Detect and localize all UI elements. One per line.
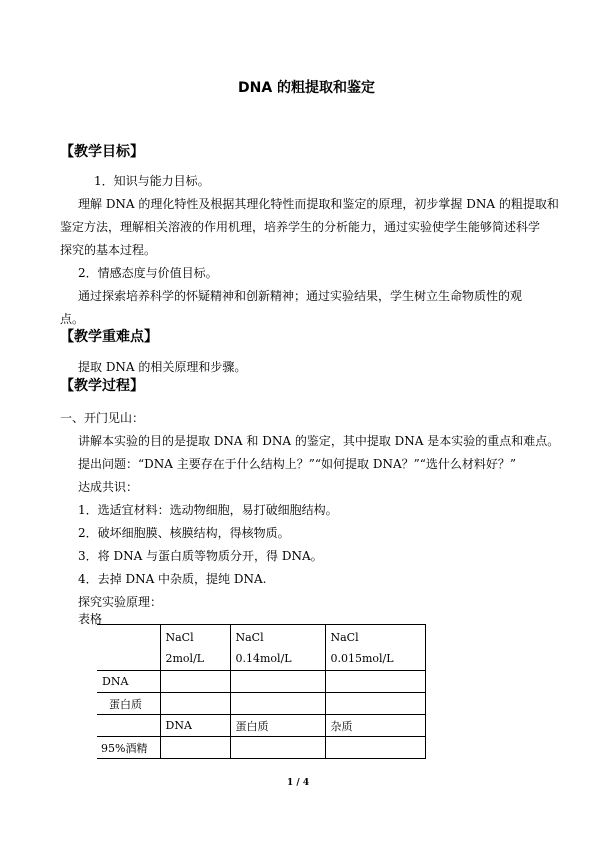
table-cell: 95%酒精 [97, 737, 160, 759]
table-cell: 蛋白质 [230, 715, 325, 737]
process-question: 提出问题：“DNA 主要存在于什么结构上？”“如何提取 DNA？”“选什么材料好？” [78, 457, 517, 471]
table-row [97, 671, 425, 693]
table-cell-text: 2mol/L [165, 651, 205, 665]
consensus-item-2: 2．破坏细胞膜、核膜结构，得核物质。 [78, 526, 290, 540]
table-cell [230, 671, 325, 693]
table-cell: 蛋白质 [97, 693, 160, 715]
table-cell-text: NaCl [235, 630, 264, 644]
table-cell [160, 737, 230, 759]
table-cell [97, 625, 160, 671]
table-label: 表格 [78, 612, 103, 626]
goal-item-1: 1．知识与能力目标。 [94, 174, 210, 188]
table-cell [325, 625, 425, 671]
section-heading-goals: 【教学目标】 [60, 144, 144, 160]
goal-paragraph-1-line-1: 理解 DNA 的理化特性及根据其理化特性而提取和鉴定的原理，初步掌握 DNA 的粗提取和 [78, 197, 559, 211]
table-row [97, 693, 425, 715]
consensus-item-3: 3．将 DNA 与蛋白质等物质分开，得 DNA。 [78, 549, 323, 563]
table-cell: 杂质 [325, 715, 425, 737]
table-row [97, 715, 425, 737]
section-heading-keypoints: 【教学重难点】 [60, 329, 158, 345]
table-cell-text: NaCl [165, 630, 194, 644]
process-principle: 探究实验原理： [78, 595, 163, 609]
keypoints-text: 提取 DNA 的相关原理和步骤。 [78, 360, 247, 374]
table-row [97, 737, 425, 759]
table-row [97, 625, 425, 671]
table-cell [230, 625, 325, 671]
table-cell: DNA [160, 715, 230, 737]
page-title: DNA 的粗提取和鉴定 [238, 80, 376, 96]
section-heading-process: 【教学过程】 [60, 378, 144, 394]
table-cell [160, 693, 230, 715]
table-cell-text: 0.14mol/L [235, 651, 292, 665]
solubility-table [97, 624, 426, 759]
goal-paragraph-2-line-2: 点。 [60, 312, 85, 326]
table-cell [230, 737, 325, 759]
goal-paragraph-1-line-3: 探究的基本过程。 [60, 243, 157, 257]
table-cell: DNA [97, 671, 160, 693]
table-cell [325, 671, 425, 693]
process-consensus: 达成共识： [78, 480, 139, 494]
goal-item-2: 2．情感态度与价值目标。 [78, 266, 218, 280]
page-number: 1 / 4 [287, 778, 310, 788]
table-cell [160, 671, 230, 693]
table-cell [325, 693, 425, 715]
goal-paragraph-1-line-2: 鉴定方法，理解相关溶液的作用机理，培养学生的分析能力，通过实验使学生能够简述科学 [60, 220, 541, 234]
consensus-item-4: 4．去掉 DNA 中杂质，提纯 DNA. [78, 572, 267, 586]
consensus-item-1: 1．选适宜材料：选动物细胞，易打破细胞结构。 [78, 503, 338, 517]
process-intro: 讲解本实验的目的是提取 DNA 和 DNA 的鉴定，其中提取 DNA 是本实验的重点和难点。 [78, 434, 560, 448]
table-cell-text: NaCl [330, 630, 359, 644]
table-cell [230, 693, 325, 715]
table-cell-text: 0.015mol/L [330, 651, 394, 665]
table-cell [97, 715, 160, 737]
goal-paragraph-2-line-1: 通过探索培养科学的怀疑精神和创新精神；通过实验结果，学生树立生命物质性的观 [78, 289, 523, 303]
table-cell [325, 737, 425, 759]
process-step-1: 一、开门见山： [60, 411, 145, 425]
table-cell [160, 625, 230, 671]
